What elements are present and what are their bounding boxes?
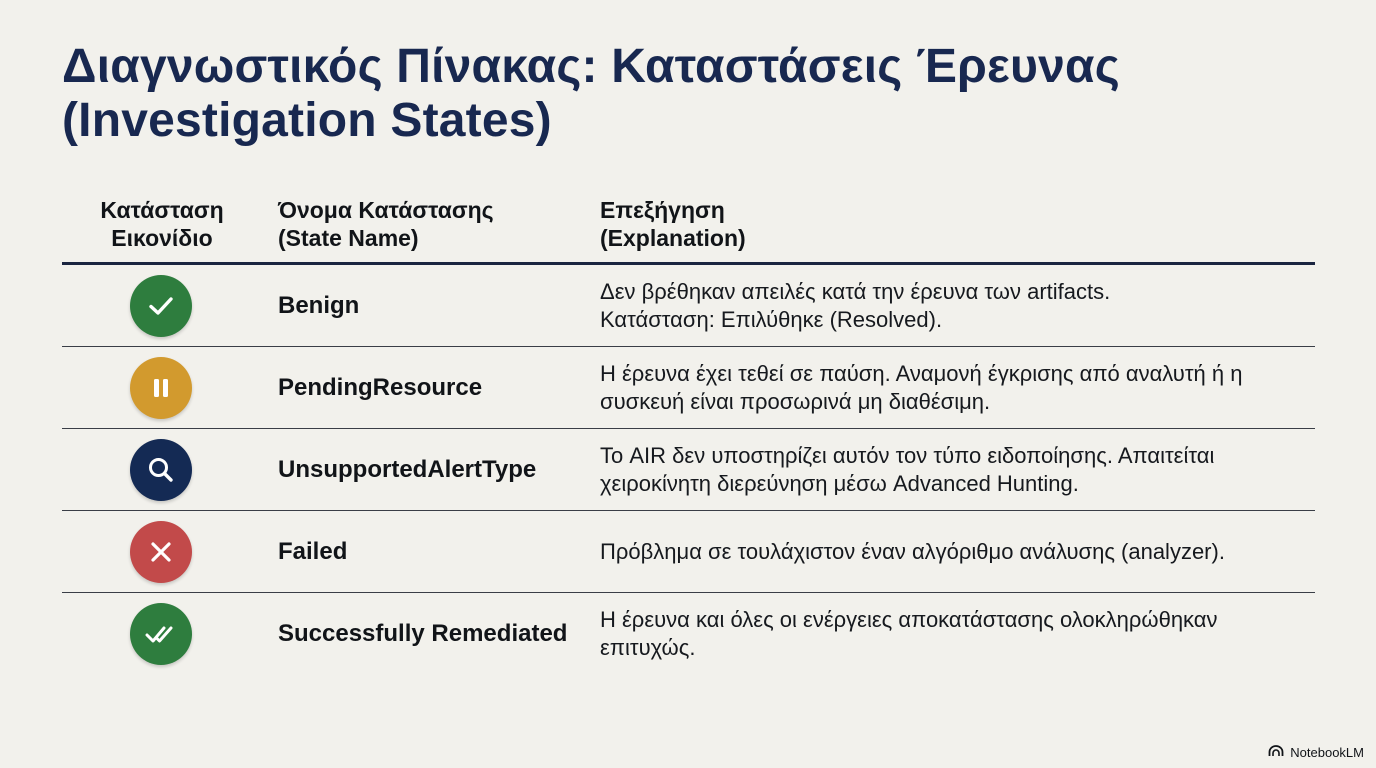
page-title-line-1: Διαγνωστικός Πίνακας: Καταστάσεις Έρευνας xyxy=(62,40,1120,93)
search-icon xyxy=(130,439,192,501)
double-check-icon xyxy=(130,603,192,665)
state-explanation xyxy=(600,511,1310,592)
state-explanation xyxy=(600,347,1310,428)
check-icon xyxy=(130,275,192,337)
header-explanation xyxy=(600,196,1200,252)
state-explanation-line: χειροκίνητη διερεύνηση μέσω Advanced Hunting. xyxy=(600,470,1079,496)
table-row xyxy=(62,511,1315,593)
state-explanation-line: συσκευή είναι προσωρινά μη διαθέσιμη. xyxy=(600,388,991,414)
table-header xyxy=(62,196,1315,265)
table-row xyxy=(62,347,1315,429)
header-status-icon-line-2: Εικονίδιο xyxy=(111,225,213,251)
header-explanation-line-2: (Explanation) xyxy=(600,225,746,251)
investigation-states-table xyxy=(62,196,1315,675)
state-explanation-line: Η έρευνα έχει τεθεί σε παύση. Αναμονή έγκρισης από αναλυτή ή η xyxy=(600,360,1243,386)
state-explanation-line: Δεν βρέθηκαν απειλές κατά την έρευνα των artifacts. xyxy=(600,278,1111,304)
state-name: Benign xyxy=(278,291,360,319)
state-explanation-line: Πρόβλημα σε τουλάχιστον έναν αλγόριθμο ανάλυσης (analyzer). xyxy=(600,538,1225,564)
table-row xyxy=(62,429,1315,511)
state-name: Failed xyxy=(278,537,348,565)
state-explanation xyxy=(600,593,1310,675)
brand-label: NotebookLM xyxy=(1290,745,1364,760)
state-explanation xyxy=(600,429,1310,510)
close-icon xyxy=(130,521,192,583)
table-row xyxy=(62,593,1315,675)
header-status-icon-line-1: Κατάσταση xyxy=(100,197,224,223)
state-explanation-line: Το AIR δεν υποστηρίζει αυτόν τον τύπο ειδοποίησης. Απαιτείται xyxy=(600,442,1215,468)
notebooklm-logo-icon xyxy=(1268,745,1284,760)
notebooklm-branding xyxy=(1268,745,1364,760)
page-title-line-2: (Investigation States) xyxy=(62,94,552,147)
header-state-name-line-2: (State Name) xyxy=(278,225,419,251)
state-name: Successfully Remediated xyxy=(278,620,568,647)
state-name: UnsupportedAlertType xyxy=(278,455,537,483)
header-state-name-line-1: Όνομα Κατάστασης xyxy=(278,197,494,223)
page-title xyxy=(62,40,1262,148)
state-explanation-line: επιτυχώς. xyxy=(600,635,696,660)
header-state-name xyxy=(278,196,578,252)
state-explanation-line: Η έρευνα και όλες οι ενέργειες αποκατάστασης ολοκληρώθηκαν xyxy=(600,607,1218,632)
table-row xyxy=(62,265,1315,347)
state-name: PendingResource xyxy=(278,373,483,401)
header-status-icon xyxy=(62,196,262,252)
state-explanation xyxy=(600,265,1310,346)
pause-icon xyxy=(130,357,192,419)
header-explanation-line-1: Επεξήγηση xyxy=(600,197,725,223)
state-explanation-line: Κατάσταση: Επιλύθηκε (Resolved). xyxy=(600,306,943,332)
